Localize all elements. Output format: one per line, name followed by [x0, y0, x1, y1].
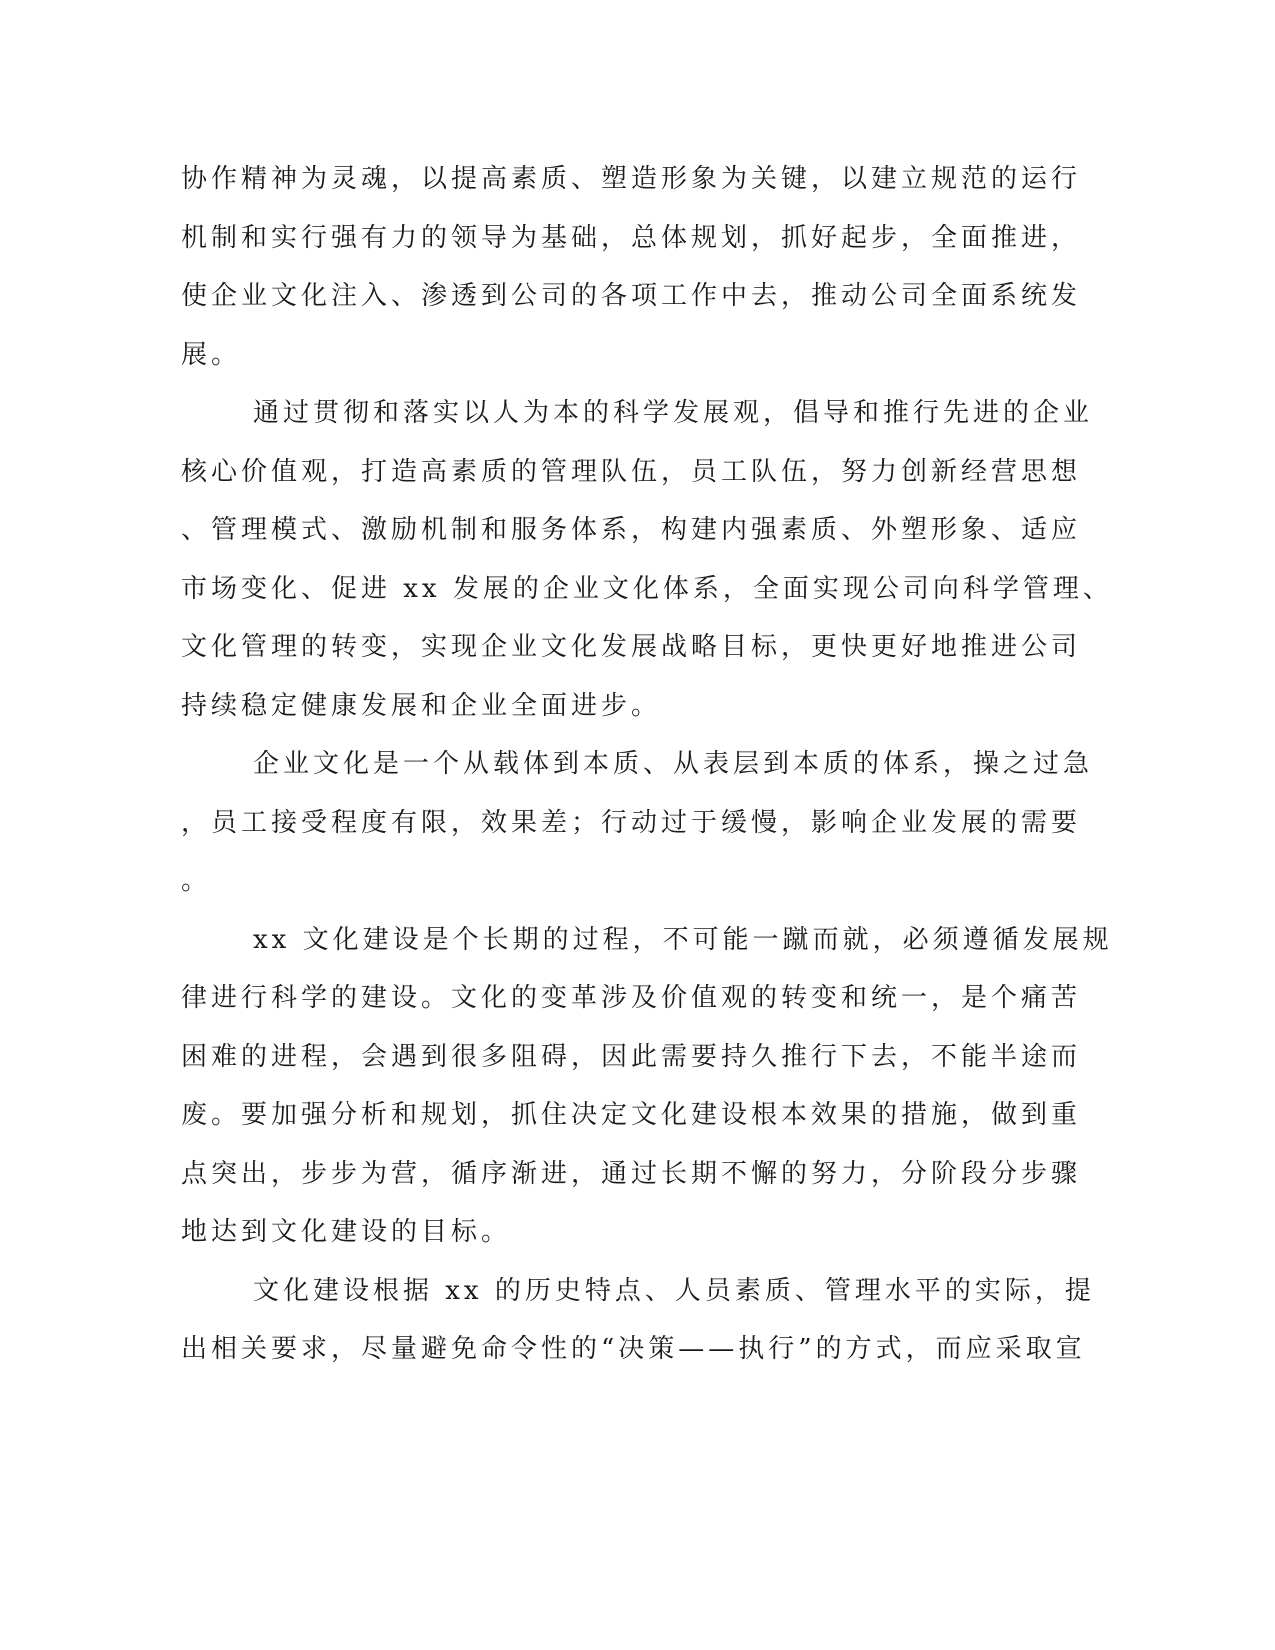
paragraph-first-line: 通过贯彻和落实以人为本的科学发展观，倡导和推行先进的企业: [253, 398, 1094, 428]
text-line: 废。要加强分析和规划，抓住决定文化建设根本效果的措施，做到重: [181, 1100, 1082, 1130]
text-line: 地达到文化建设的目标。: [181, 1217, 512, 1247]
text-line: 协作精神为灵魂，以提高素质、塑造形象为关键，以建立规范的运行: [181, 164, 1082, 194]
text-line: 核心价值观，打造高素质的管理队伍，员工队伍，努力创新经营思想: [181, 456, 1082, 487]
text-line: 展。: [181, 339, 242, 370]
paragraph-first-line: 企业文化是一个从载体到本质、从表层到本质的体系，操之过急: [253, 749, 1094, 779]
text-line: ，员工接受程度有限，效果差；行动过于缓慢，影响企业发展的需要: [181, 807, 1082, 838]
paragraph-first-line: 文化建设根据 xx 的历史特点、人员素质、管理水平的实际，提: [253, 1275, 1095, 1306]
text-line: 机制和实行强有力的领导为基础，总体规划，抓好起步，全面推进，: [181, 222, 1082, 253]
text-line: 、管理模式、激励机制和服务体系，构建内强素质、外塑形象、适应: [181, 515, 1082, 545]
text-line: 出相关要求，尽量避免命令性的“决策——执行”的方式，而应采取宣: [181, 1334, 1086, 1364]
document-body: [181, 150, 1113, 1379]
text-line: 困难的进程，会遇到很多阻碍，因此需要持久推行下去，不能半途而: [181, 1041, 1082, 1072]
text-line: 。: [181, 866, 212, 896]
text-line: 使企业文化注入、渗透到公司的各项工作中去，推动公司全面系统发: [181, 281, 1082, 311]
text-line: 文化管理的转变，实现企业文化发展战略目标，更快更好地推进公司: [181, 632, 1082, 662]
text-line: 律进行科学的建设。文化的变革涉及价值观的转变和统一，是个痛苦: [181, 983, 1082, 1013]
text-line: 市场变化、促进 xx 发展的企业文化体系，全面实现公司向科学管理、: [181, 573, 1113, 604]
paragraph-first-line: xx 文化建设是个长期的过程，不可能一蹴而就，必须遵循发展规: [253, 924, 1113, 955]
text-line: 点突出，步步为营，循序渐进，通过长期不懈的努力，分阶段分步骤: [181, 1158, 1082, 1189]
text-line: 持续稳定健康发展和企业全面进步。: [181, 690, 662, 721]
